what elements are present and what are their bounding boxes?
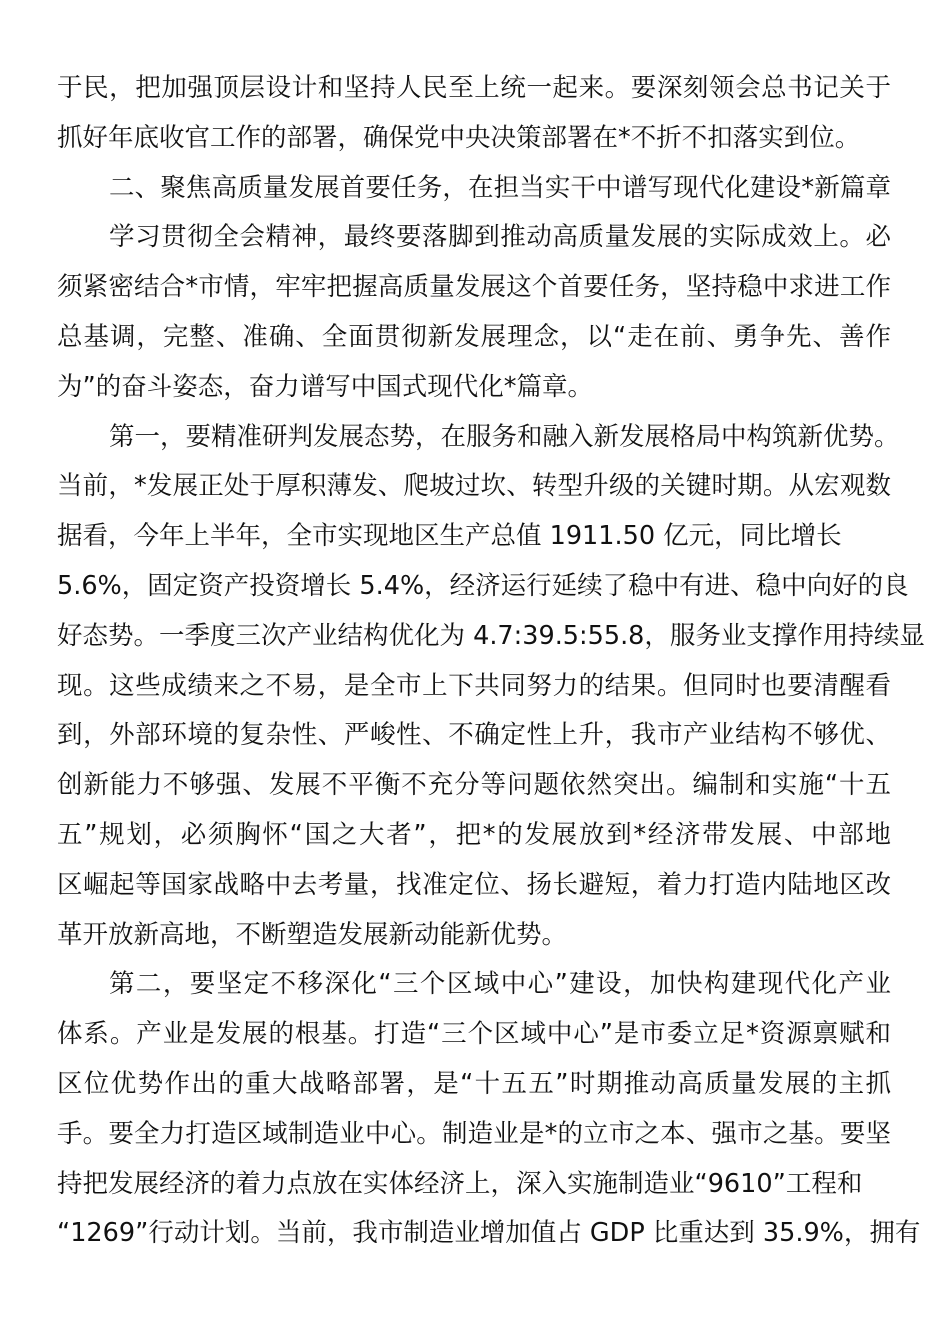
text-line: 五”规划，必须胸怀“国之大者”，把*的发展放到*经济带发展、中部地 (57, 819, 891, 850)
text-line: 据看，今年上半年，全市实现地区生产总值 1911.50 亿元，同比增长 (57, 521, 842, 552)
text-line: 为”的奋斗姿态，奋力谱写中国式现代化*篇章。 (57, 371, 593, 402)
text-line: “1269”行动计划。当前，我市制造业增加值占 GDP 比重达到 35.9%，拥有 (57, 1218, 921, 1249)
text-line: 到，外部环境的复杂性、严峻性、不确定性上升，我市产业结构不够优、 (57, 720, 891, 751)
text-line: 学习贯彻全会精神，最终要落脚到推动高质量发展的实际成效上。必 (109, 222, 891, 253)
text-line: 5.6%，固定资产投资增长 5.4%，经济运行延续了稳中有进、稳中向好的良 (57, 570, 909, 601)
text-line: 当前，*发展正处于厚积薄发、爬坡过坎、转型升级的关键时期。从宏观数 (57, 471, 891, 502)
document-body (57, 68, 925, 1263)
text-line: 创新能力不够强、发展不平衡不充分等问题依然突出。编制和实施“十五 (57, 770, 891, 801)
text-line: 现。这些成绩来之不易，是全市上下共同努力的结果。但同时也要清醒看 (57, 670, 891, 701)
text-line: 总基调，完整、准确、全面贯彻新发展理念，以“走在前、勇争先、善作 (57, 321, 891, 352)
text-line: 区位优势作出的重大战略部署，是“十五五”时期推动高质量发展的主抓 (57, 1068, 891, 1099)
text-line: 区崛起等国家战略中去考量，找准定位、扬长避短，着力打造内陆地区改 (57, 869, 891, 900)
text-line: 手。要全力打造区域制造业中心。制造业是*的立市之本、强市之基。要坚 (57, 1118, 891, 1149)
text-line: 抓好年底收官工作的部署，确保党中央决策部署在*不折不扣落实到位。 (57, 122, 861, 153)
text-line: 持把发展经济的着力点放在实体经济上，深入实施制造业“9610”工程和 (57, 1168, 863, 1199)
text-line: 第一，要精准研判发展态势，在服务和融入新发展格局中构筑新优势。 (109, 421, 900, 452)
text-line: 好态势。一季度三次产业结构优化为 4.7:39.5:55.8，服务业支撑作用持续显 (57, 620, 925, 651)
section-heading: 二、聚焦高质量发展首要任务，在担当实干中谱写现代化建设*新篇章 (109, 172, 891, 203)
text-line: 革开放新高地，不断塑造发展新动能新优势。 (57, 919, 568, 950)
text-line: 第二，要坚定不移深化“三个区域中心”建设，加快构建现代化产业 (109, 969, 891, 1000)
text-line: 体系。产业是发展的根基。打造“三个区域中心”是市委立足*资源禀赋和 (57, 1019, 891, 1050)
text-line: 于民，把加强顶层设计和坚持人民至上统一起来。要深刻领会总书记关于 (57, 73, 891, 103)
text-line: 须紧密结合*市情，牢牢把握高质量发展这个首要任务，坚持稳中求进工作 (57, 272, 891, 303)
